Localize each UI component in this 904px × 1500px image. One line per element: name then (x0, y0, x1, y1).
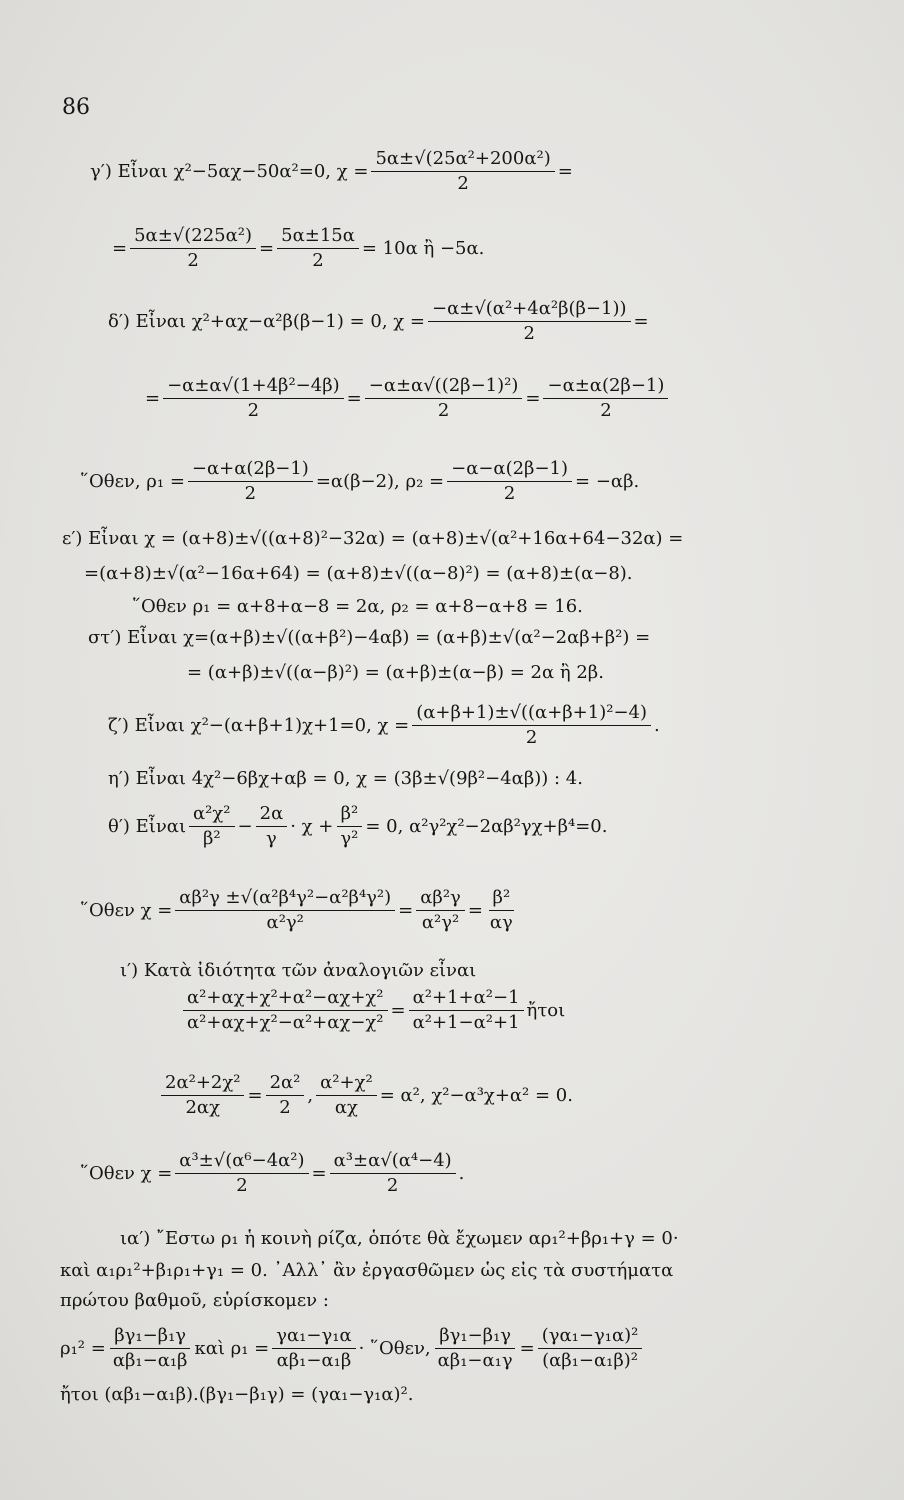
fraction (447, 458, 572, 505)
fraction-numerator: 5α±√(225α²) (130, 225, 256, 249)
math-line-g2 (112, 225, 484, 272)
text-segment: . (654, 714, 660, 736)
fraction-numerator: β² (337, 803, 363, 827)
text-segment: =α(β−2), ρ₂ = (315, 470, 445, 492)
fraction-denominator: 2 (523, 323, 535, 344)
text-segment: ῞Οθεν χ = (80, 899, 173, 921)
fraction (412, 702, 651, 749)
text-segment: δ′) Εἶναι χ²+αχ−α²β(β−1) = 0, χ = (108, 310, 425, 332)
math-line-th1 (108, 803, 607, 850)
fraction-denominator: 2 (600, 400, 612, 421)
fraction-numerator: 2α (256, 803, 288, 827)
math-line-ia1 (120, 1228, 679, 1250)
fraction-denominator: 2 (279, 1097, 291, 1118)
fraction (272, 1325, 355, 1372)
fraction (365, 375, 523, 422)
text-segment: ἤτοι (526, 999, 566, 1021)
text-segment: = (311, 1162, 327, 1184)
text-segment: = (145, 387, 161, 409)
text-segment: = (α+β)±√((α−β)²) = (α+β)±(α−β) = 2α ἢ 2β. (187, 662, 604, 683)
fraction-numerator: α²+αχ+χ²+α²−αχ+χ² (183, 987, 388, 1011)
fraction-numerator: αβ²γ ±√(α²β⁴γ²−α²β⁴γ²) (175, 887, 395, 911)
text-segment: = (633, 310, 649, 332)
text-segment: καὶ α₁ρ₁²+β₁ρ₁+γ₁ = 0. ᾿Αλλ᾿ ἂν ἐργασθῶμεν ὡς εἰς τὰ συστήματα (60, 1260, 674, 1281)
fraction-numerator: (α+β+1)±√((α+β+1)²−4) (412, 702, 651, 726)
fraction (316, 1072, 377, 1119)
text-segment: = (346, 387, 362, 409)
text-segment: = 10α ἢ −5α. (361, 237, 485, 259)
math-line-ia5 (60, 1384, 414, 1406)
fraction (183, 987, 388, 1034)
fraction-denominator: (αβ₁−α₁β)² (542, 1350, 638, 1371)
fraction (330, 1150, 456, 1197)
fraction-numerator: 2α² (266, 1072, 305, 1096)
fraction-numerator: 5α±√(25α²+200α²) (371, 148, 554, 172)
text-segment: = 0, α²γ²χ²−2αβ²γχ+β⁴=0. (365, 815, 608, 837)
fraction-denominator: 2αχ (185, 1097, 220, 1118)
math-line-i1 (120, 960, 476, 982)
fraction (175, 887, 395, 934)
fraction-numerator: α³±√(α⁶−4α²) (175, 1150, 308, 1174)
fraction-numerator: α³±α√(α⁴−4) (330, 1150, 456, 1174)
fraction-numerator: −α±√(α²+4α²β(β−1)) (428, 298, 631, 322)
fraction-denominator: 2 (525, 727, 538, 748)
text-segment: η′) Εἶναι 4χ²−6βχ+αβ = 0, χ = (3β±√(9β²−4αβ)) : 4. (108, 768, 583, 789)
fraction (336, 803, 362, 850)
fraction-numerator: γα₁−γ₁α (272, 1325, 355, 1349)
text-segment: = (112, 237, 128, 259)
math-line-s2 (187, 662, 604, 684)
math-line-ia2 (60, 1260, 673, 1282)
fraction-numerator: −α−α(2β−1) (447, 458, 572, 482)
text-segment: = (259, 237, 275, 259)
fraction (256, 803, 288, 850)
fraction-denominator: 2 (437, 400, 450, 421)
text-segment: γ′) Εἶναι χ²−5αχ−50α²=0, χ = (90, 160, 369, 182)
math-line-th2 (80, 887, 520, 934)
fraction-denominator: α²γ² (266, 912, 304, 933)
fraction (416, 887, 465, 934)
text-segment: =(α+8)±√(α²−16α+64) = (α+8)±√((α−8)²) = (α+8)±(α−8). (84, 563, 633, 584)
text-segment: = (390, 999, 406, 1021)
text-segment: καὶ ρ₁ = (194, 1337, 270, 1359)
fraction-denominator: γ² (340, 828, 359, 849)
fraction-numerator: αβ²γ (416, 887, 465, 911)
text-segment: ια′) ῎Εστω ρ₁ ἡ κοινὴ ρίζα, ὁπότε θὰ ἔχωμεν αρ₁²+βρ₁+γ = 0· (120, 1228, 679, 1249)
fraction-denominator: 2 (244, 483, 257, 504)
fraction-denominator: αβ₁−α₁β (112, 1350, 188, 1371)
fraction-numerator: α²+1+α²−1 (409, 987, 524, 1011)
fraction-denominator: β² (202, 828, 221, 849)
fraction-numerator: α²+χ² (316, 1072, 377, 1096)
text-segment: στ′) Εἶναι χ=(α+β)±√((α+β²)−4αβ) = (α+β)±√(α²−2αβ+β²) = (88, 627, 651, 648)
text-segment: ρ₁² = (60, 1337, 106, 1359)
math-line-d1 (108, 298, 649, 345)
text-segment: = (519, 1337, 535, 1359)
text-segment: = (525, 387, 541, 409)
fraction-denominator: 2 (187, 250, 199, 271)
fraction-denominator: αγ (489, 912, 513, 933)
math-line-h1 (108, 768, 583, 790)
fraction-denominator: αχ (334, 1097, 358, 1118)
fraction (188, 458, 313, 505)
math-line-ia4 (60, 1325, 645, 1372)
text-segment: , (307, 1084, 314, 1106)
math-line-i3 (158, 1072, 573, 1119)
fraction (109, 1325, 192, 1372)
text-segment: ῞Οθεν ρ₁ = α+8+α−8 = 2α, ρ₂ = α+8−α+8 = 16. (132, 596, 583, 617)
math-line-o1 (80, 458, 639, 505)
math-line-g1 (90, 148, 573, 195)
fraction-denominator: αβ₁−α₁β (276, 1350, 352, 1371)
text-segment: πρώτου βαθμοῦ, εὑρίσκομεν : (60, 1290, 329, 1311)
fraction-denominator: αβ₁−α₁γ (437, 1350, 513, 1371)
math-line-e2 (84, 563, 633, 585)
math-line-d2 (145, 375, 671, 422)
text-segment: = (467, 899, 483, 921)
fraction-denominator: 2 (236, 1175, 248, 1196)
text-segment: = (398, 899, 414, 921)
page-number: 86 (62, 95, 90, 120)
fraction (266, 1072, 305, 1119)
fraction-numerator: α²χ² (189, 803, 235, 827)
fraction-denominator: 2 (457, 173, 469, 194)
text-segment: ῞Οθεν χ = (80, 1162, 173, 1184)
text-segment: ἤτοι (αβ₁−α₁β).(βγ₁−β₁γ) = (γα₁−γ₁α)². (60, 1384, 414, 1405)
fraction-numerator: βγ₁−β₁γ (435, 1325, 515, 1349)
fraction-denominator: 2 (503, 483, 516, 504)
fraction-denominator: α²+1−α²+1 (412, 1012, 520, 1033)
text-segment: . (458, 1162, 465, 1184)
text-segment: θ′) Εἶναι (108, 815, 187, 837)
fraction-denominator: γ (266, 828, 277, 849)
math-line-s1 (88, 627, 650, 649)
fraction (130, 225, 256, 272)
fraction-numerator: (γα₁−γ₁α)² (538, 1325, 643, 1349)
text-segment: ι′) Κατὰ ἰδιότητα τῶν ἀναλογιῶν εἶναι (120, 960, 477, 981)
fraction-denominator: 2 (386, 1175, 399, 1196)
text-segment: − (237, 815, 253, 837)
text-segment: · χ + (290, 815, 334, 837)
fraction-denominator: 2 (312, 250, 324, 271)
math-line-ia3 (60, 1290, 329, 1312)
text-segment: = α², χ²−α³χ+α² = 0. (379, 1084, 573, 1106)
math-line-e3 (132, 596, 583, 618)
fraction (434, 1325, 517, 1372)
text-segment: = (247, 1084, 263, 1106)
text-segment: ῞Οθεν, ρ₁ = (80, 470, 185, 492)
fraction-denominator: α²γ² (421, 912, 460, 933)
fraction-numerator: −α±α√((2β−1)²) (365, 375, 523, 399)
fraction (175, 1150, 308, 1197)
fraction (543, 375, 668, 422)
text-segment: ε′) Εἶναι χ = (α+8)±√((α+8)²−32α) = (α+8)±√(α²+16α+64−32α) = (62, 528, 684, 549)
text-segment: · ῞Οθεν, (358, 1337, 431, 1359)
fraction-numerator: 5α±15α (277, 225, 359, 249)
fraction (163, 375, 344, 422)
math-line-i2 (180, 987, 565, 1034)
fraction-numerator: β² (489, 887, 515, 911)
math-line-i4 (80, 1150, 464, 1197)
text-segment: = (557, 160, 573, 182)
text-segment: = −αβ. (575, 470, 640, 492)
fraction (486, 887, 517, 934)
fraction-numerator: −α±α√(1+4β²−4β) (163, 375, 344, 399)
fraction-denominator: 2 (247, 400, 260, 421)
fraction-numerator: −α±α(2β−1) (543, 375, 668, 399)
fraction-numerator: −α+α(2β−1) (188, 458, 313, 482)
fraction (428, 298, 631, 345)
fraction (371, 148, 554, 195)
math-line-z1 (108, 702, 660, 749)
math-line-e1 (62, 528, 683, 550)
fraction-denominator: α²+αχ+χ²−α²+αχ−χ² (187, 1012, 384, 1033)
fraction (538, 1325, 643, 1372)
fraction (277, 225, 359, 272)
fraction (409, 987, 524, 1034)
text-segment: ζ′) Εἶναι χ²−(α+β+1)χ+1=0, χ = (108, 714, 410, 736)
fraction (161, 1072, 244, 1119)
fraction-numerator: 2α²+2χ² (161, 1072, 244, 1096)
fraction-numerator: βγ₁−β₁γ (110, 1325, 190, 1349)
fraction (189, 803, 235, 850)
